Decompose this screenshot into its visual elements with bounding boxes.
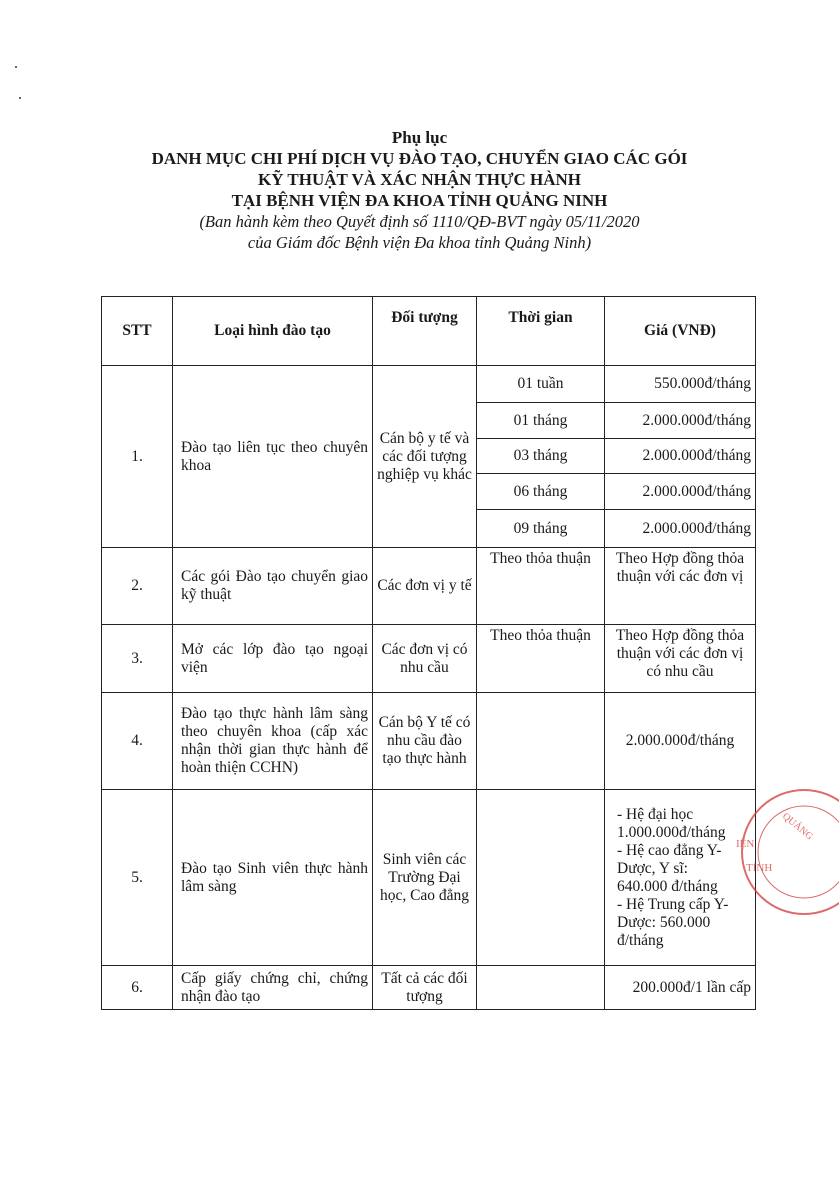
row-price: 2.000.000đ/tháng [605,510,756,548]
row-type: Mở các lớp đào tạo ngoại viện [173,625,373,693]
row-type: Các gói Đào tạo chuyển giao kỹ thuật [173,548,373,625]
table-row [102,966,756,1010]
table-row [102,693,756,790]
row-stt: 2. [102,548,173,625]
table-row [102,625,756,693]
row-target: Các đơn vị có nhu cầu [373,625,477,693]
row-price: - Hệ đại học 1.000.000đ/tháng - Hệ cao đẳng Y-Dược, Y sĩ: 640.000 đ/tháng - Hệ Trung cấp Y-Dược: 560.000 đ/tháng [605,790,756,966]
seal-text-mid2: TỈNH [746,862,773,874]
row-time: 06 tháng [477,474,605,510]
row-type: Đào tạo liên tục theo chuyên khoa [173,366,373,548]
table-row [102,790,756,966]
table-row [102,366,756,403]
row-price: 550.000đ/tháng [605,366,756,403]
row-price: Theo Hợp đồng thỏa thuận với các đơn vị có nhu cầu [605,625,756,693]
row-time: 03 tháng [477,439,605,474]
title-line-3: TẠI BỆNH VIỆN ĐA KHOA TỈNH QUẢNG NINH [231,191,608,210]
decision-prefix: (Ban hành kèm theo Quyết định số [199,212,432,231]
row-time: 01 tuần [477,366,605,403]
col-header-time: Thời gian [477,297,605,366]
scan-dot [15,66,17,68]
row-target: Sinh viên các Trường Đại học, Cao đẳng [373,790,477,966]
scan-dot [19,97,21,99]
row-stt: 5. [102,790,173,966]
row-type: Đào tạo thực hành lâm sàng theo chuyên khoa (cấp xác nhận thời gian thực hành để hoàn thiện CCHN) [173,693,373,790]
row-time: 09 tháng [477,510,605,548]
row-time: Theo thỏa thuận [477,548,605,625]
row-time: Theo thỏa thuận [477,625,605,693]
row-time [477,693,605,790]
row-type: Đào tạo Sinh viên thực hành lâm sàng [173,790,373,966]
col-header-type: Loại hình đào tạo [173,297,373,366]
table-header-row [102,297,756,366]
decision-suffix: /QĐ-BVT ngày 05/11/2020 [462,212,640,231]
hospital-seal [722,777,839,927]
row-target: Tất cả các đối tượng [373,966,477,1010]
col-header-stt: STT [102,297,173,366]
row-target: Cán bộ y tế và các đối tượng nghiệp vụ khác [373,366,477,548]
row-price: 200.000đ/1 lần cấp [605,966,756,1010]
row-target: Các đơn vị y tế [373,548,477,625]
row-price: 2.000.000đ/tháng [605,403,756,439]
row-stt: 4. [102,693,173,790]
row-time: 01 tháng [477,403,605,439]
seal-stamp-icon [722,777,839,927]
row-price: Theo Hợp đồng thỏa thuận với các đơn vị [605,548,756,625]
row-stt: 6. [102,966,173,1010]
row-time [477,966,605,1010]
seal-text-mid1: IỆN [736,838,755,850]
fee-table [101,296,756,1010]
issuer-line: của Giám đốc Bệnh viện Đa khoa tỉnh Quảng Ninh) [247,233,592,252]
appendix-label: Phụ lục [391,128,448,147]
row-stt: 3. [102,625,173,693]
table-row [102,548,756,625]
row-price: 2.000.000đ/tháng [605,693,756,790]
col-header-target: Đối tượng [373,297,477,366]
row-stt: 1. [102,366,173,548]
row-target: Cán bộ Y tế có nhu cầu đào tạo thực hành [373,693,477,790]
decision-reference [0,211,839,232]
row-time [477,790,605,966]
decision-number: 1110 [431,212,463,231]
row-price: 2.000.000đ/tháng [605,439,756,474]
title-line-1: DANH MỤC CHI PHÍ DỊCH VỤ ĐÀO TẠO, CHUYỂN GIAO CÁC GÓI [151,149,688,168]
col-header-price: Giá (VNĐ) [605,297,756,366]
seal-text-top: QUẢNG [780,810,815,843]
document-header [0,128,839,253]
row-price: 2.000.000đ/tháng [605,474,756,510]
title-line-2: KỸ THUẬT VÀ XÁC NHẬN THỰC HÀNH [257,170,582,189]
row-type: Cấp giấy chứng chỉ, chứng nhận đào tạo [173,966,373,1010]
